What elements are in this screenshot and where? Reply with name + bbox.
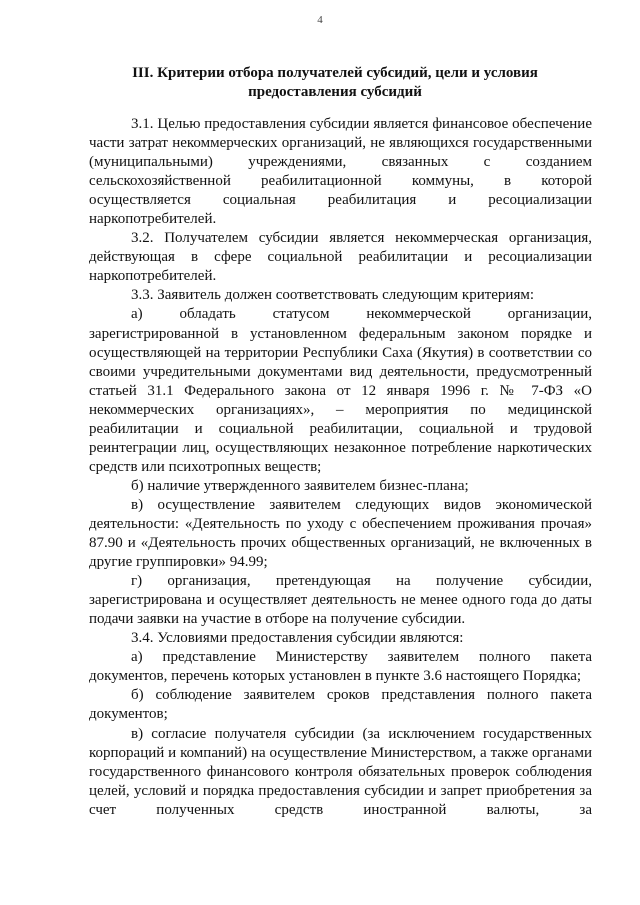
paragraph-3-3-b: б) наличие утвержденного заявителем бизнес-плана;	[131, 477, 469, 494]
paragraph-3-4-a: а) представление Министерству заявителем полного пакета документов, перечень которых установлен в пункте 3.6 настоящего Порядка;	[89, 649, 592, 685]
paragraph-3-3-a: а) обладать статусом некоммерческой организации, зарегистрированной в установленном федеральным законом порядке и осуществляющей на территории Республики Саха (Якутия) в соответствии со своими учредительными документами вид деятельности, предусмотренный статьей 31.1 Федерального закона от 12 января 1996 г. № 7-ФЗ «О некоммерческих организациях», – мероприятия по медицинской реабилитации и социальной реабилитации, социальной и трудовой реинтеграции лиц, осуществляющих незаконное потребление наркотических средств или психотропных веществ;	[89, 306, 592, 475]
paragraph-3-3-g: г) организация, претендующая на получение субсидии, зарегистрирована и осуществляет деятельность не менее одного года до даты подачи заявки на участие в отборе на получение субсидии.	[89, 573, 592, 628]
body-text	[89, 115, 592, 820]
paragraph-3-4-b: б) соблюдение заявителем сроков представления полного пакета документов;	[89, 687, 592, 723]
paragraph-3-4-v: в) согласие получателя субсидии (за исключением государственных корпораций и компаний) на осуществление Министерством, а также органами государственного финансового контроля обязательных проверок соблюдения целей, условий и порядка предоставления субсидии и запрет приобретения за счет полученных средств иностранной валюты, за	[89, 725, 592, 818]
paragraph-3-4: 3.4. Условиями предоставления субсидии являются:	[131, 630, 464, 647]
page-number: 4	[317, 14, 323, 26]
paragraph-3-2: 3.2. Получателем субсидии является некоммерческая организация, действующая в сфере социальной реабилитации и ресоциализации наркопотребителей.	[89, 230, 592, 285]
paragraph-3-3: 3.3. Заявитель должен соответствовать следующим критериям:	[131, 287, 535, 304]
section-title: III. Критерии отбора получателей субсидий, цели и условия предоставления субсидий	[132, 65, 538, 100]
paragraph-3-1: 3.1. Целью предоставления субсидии является финансовое обеспечение части затрат некоммерческих организаций, не являющихся государственными (муниципальными) учреждениями, связанных с созданием сельскохозяйственной реабилитационной коммуны, в которой осуществляется социальная реабилитация и ресоциализации наркопотребителей.	[89, 116, 592, 228]
paragraph-3-3-v: в) осуществление заявителем следующих видов экономической деятельности: «Деятельность по уходу с обеспечением проживания прочая» 87.90 и «Деятельность прочих общественных организаций, не включенных в другие группировки» 94.99;	[89, 496, 592, 571]
